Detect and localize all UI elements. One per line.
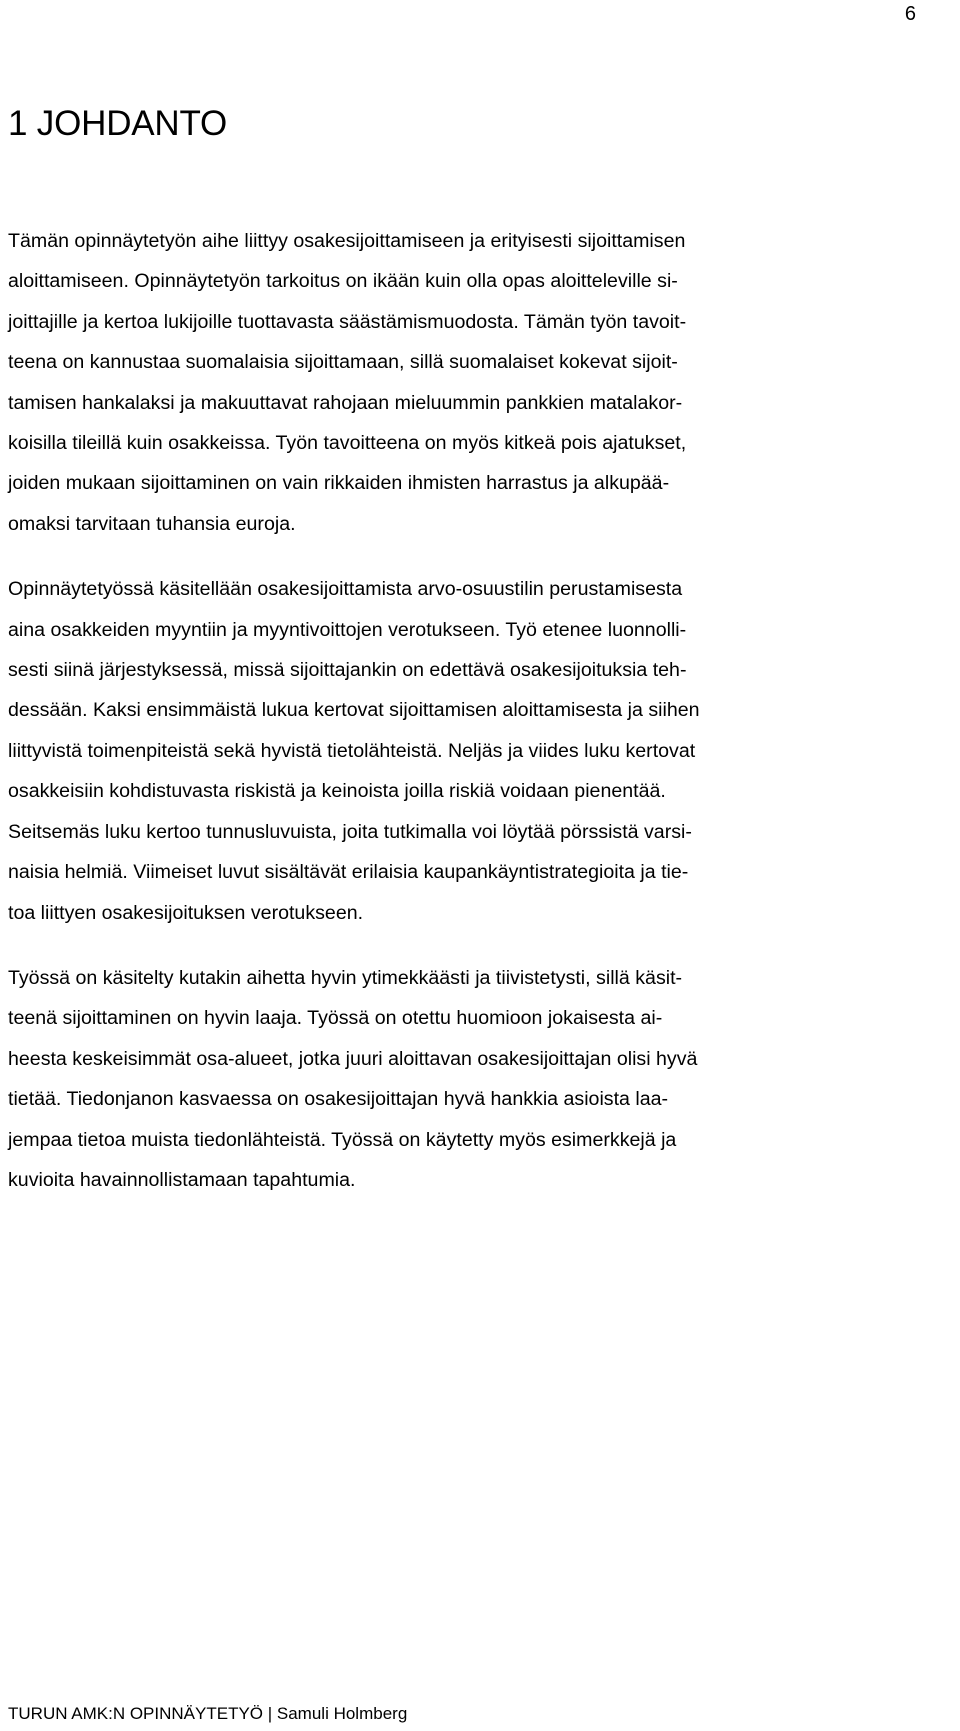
paragraph-3: Työssä on käsitelty kutakin aihetta hyvin ytimekkäästi ja tiivistetysti, sillä käsit- teenä sijoittaminen on hyvin laaja. Työssä on otettu huomioon jokaisesta ai- heesta keskeisimmät osa-alueet, jotka juuri aloittavan osakesijoittajan olisi hyvä tietää. Tiedonjanon kasvaessa on osakesijoittajan hyvä hankkia asioista laa- jempaa tietoa muista tiedonlähteistä. Työssä on käytetty myös esimerkkejä ja kuvioita havainnollistamaan tapahtumia. <box>8 966 698 1191</box>
paragraph-2: Opinnäytetyössä käsitellään osakesijoittamista arvo-osuustilin perustamisesta aina osakkeiden myyntiin ja myyntivoittojen verotukseen. Työ etenee luonnolli- sesti siinä järjestyksessä, missä sijoittajankin on edettävä osakesijoituksia teh- dessään. Kaksi ensimmäistä lukua kertovat sijoittamisen aloittamisesta ja siihen liittyvistä toimenpiteistä sekä hyvistä tietolähteistä. Neljäs ja viides luku kertovat osakkeisiin kohdistuvasta riskistä ja keinoista joilla riskiä voidaan pienentää. Seitsemäs luku kertoo tunnusluvuista, joita tutkimalla voi löytää pörssistä varsi- naisia helmiä. Viimeiset luvut sisältävät erilaisia kaupankäyntistrategioita ja tie- toa liittyen osakesijoituksen verotukseen. <box>8 578 700 924</box>
page-footer: TURUN AMK:N OPINNÄYTETYÖ | Samuli Holmberg <box>8 1704 408 1723</box>
chapter-heading: 1 JOHDANTO <box>8 104 228 143</box>
paragraph-1: Tämän opinnäytetyön aihe liittyy osakesijoittamiseen ja erityisesti sijoittamisen aloittamiseen. Opinnäytetyön tarkoitus on ikään kuin olla opas aloitteleville si- joittajille ja kertoa lukijoille tuottavasta säästämismuodosta. Tämän työn tavoit- teena on kannustaa suomalaisia sijoittamaan, sillä suomalaiset kokevat sijoit- tamisen hankalaksi ja makuuttavat rahojaan mieluummin pankkien matalakor- koisilla tileillä kuin osakkeissa. Työn tavoitteena on myös kitkeä pois ajatukset, joiden mukaan sijoittaminen on vain rikkaiden ihmisten harrastus ja alkupää- omaksi tarvitaan tuhansia euroja. <box>8 230 687 535</box>
page-number: 6 <box>904 3 916 25</box>
body-text <box>8 221 958 1225</box>
